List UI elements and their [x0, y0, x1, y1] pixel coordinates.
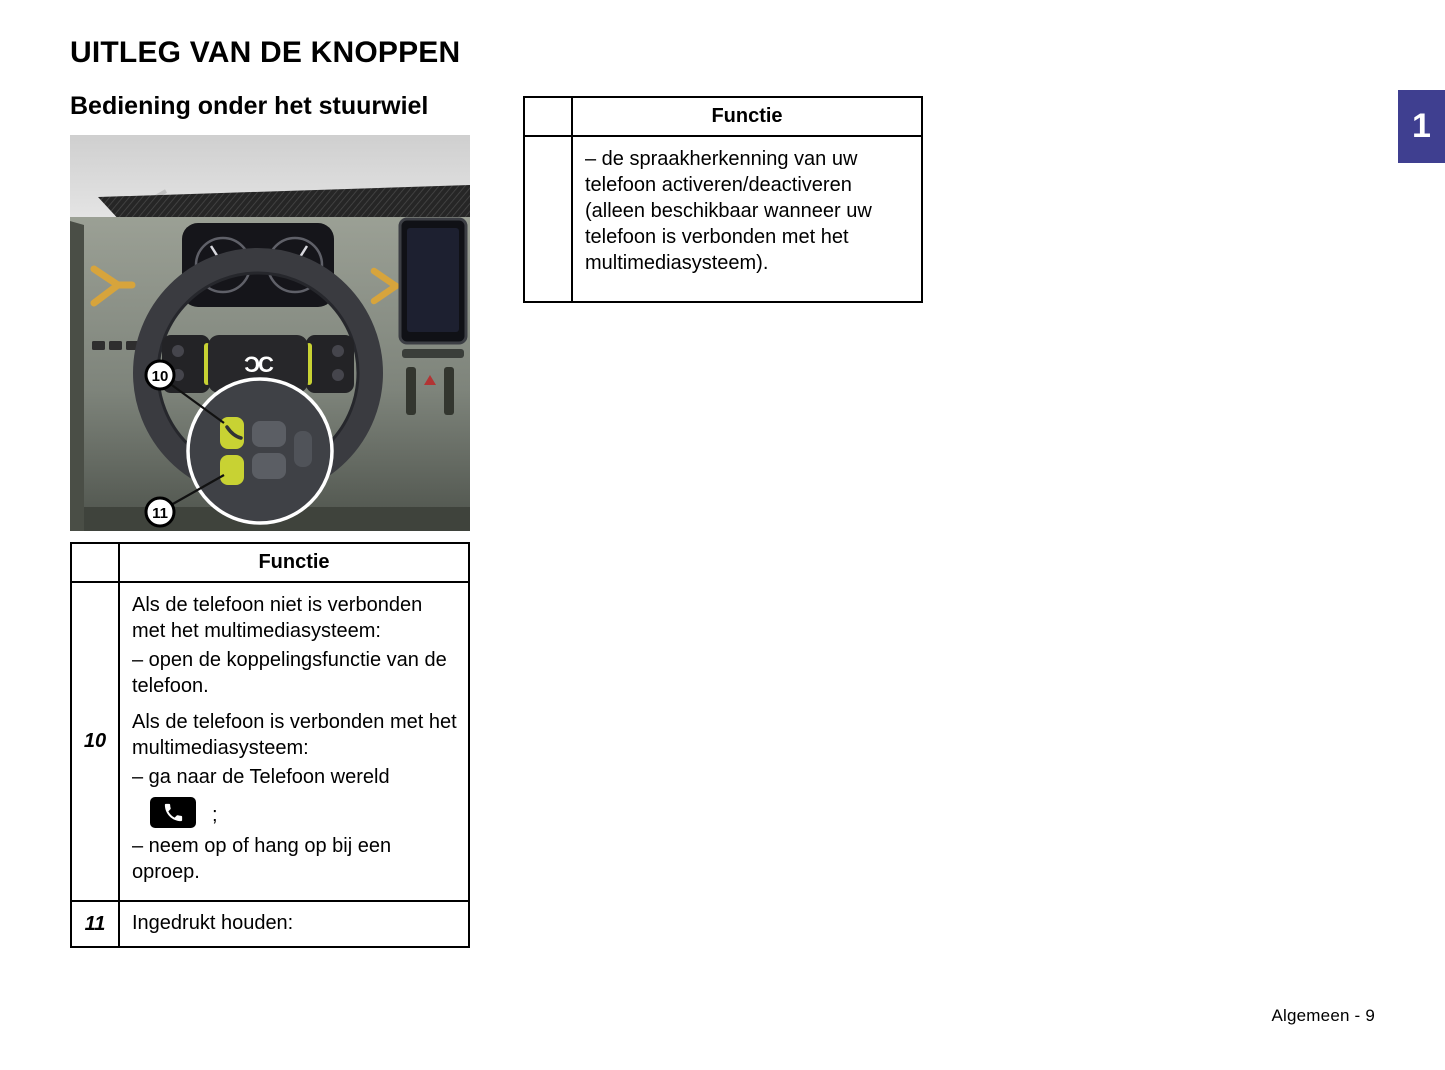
gray-button-top: [252, 421, 286, 447]
dashboard-illustration: [70, 135, 470, 531]
page-title: UITLEG VAN DE KNOPPEN: [70, 36, 461, 69]
touchscreen: [400, 219, 466, 358]
voice-recognition-text: – de spraakherkenning van uw telefoon activeren/deactiveren (alleen beschikbaar wanneer uw telefoon is verbonden met het multimediasysteem).: [585, 148, 872, 274]
row11-paragraph-1: Ingedrukt houden:: [132, 912, 294, 934]
ref-cell-empty: [524, 136, 572, 302]
row10-paragraph-6: – neem op of hang op bij een oproep.: [132, 835, 392, 883]
chapter-tab: 1: [1398, 90, 1445, 163]
callout-10-label: 10: [151, 368, 169, 385]
ref-column-header: [71, 543, 119, 582]
function-column-header: Functie: [119, 543, 469, 582]
right-control-pod: [306, 335, 354, 393]
row10-paragraph-2: – open de koppelingsfunctie van de telefoon.: [132, 649, 447, 697]
light-switch-bank: [92, 341, 139, 350]
phone-world-line: [150, 797, 458, 828]
table-row-10: [71, 582, 469, 901]
volume-rocker: [294, 431, 312, 467]
row10-paragraph-4: – ga naar de Telefoon wereld: [132, 766, 390, 788]
function-column-header: Functie: [572, 97, 922, 136]
row10-paragraph-1: Als de telefoon niet is verbonden met het multimediasysteem:: [132, 594, 423, 642]
voice-recognition-table: [523, 96, 923, 303]
function-cell: [572, 136, 922, 302]
function-cell-10: [119, 582, 469, 901]
section-subtitle: Bediening onder het stuurwiel: [70, 92, 429, 120]
button-function-table: [70, 542, 470, 948]
gray-button-bottom: [252, 453, 286, 479]
ref-column-header: [524, 97, 572, 136]
door-panel: [70, 221, 84, 531]
table-row-11: [71, 901, 469, 947]
semicolon: ;: [212, 804, 218, 826]
table-header-row: [71, 543, 469, 582]
page-footer: Algemeen - 9: [1271, 1006, 1375, 1025]
ref-cell-11: 11: [71, 901, 119, 947]
voice-button-highlight: [220, 455, 244, 485]
brand-logo: ƆC: [244, 352, 272, 377]
callout-11-label: 11: [152, 505, 168, 522]
magnifier-detail: [188, 379, 332, 523]
table-header-row: [524, 97, 922, 136]
ref-cell-10: 10: [71, 582, 119, 901]
row10-paragraph-3: Als de telefoon is verbonden met het multimediasysteem:: [132, 711, 457, 759]
phone-world-icon: [150, 797, 196, 828]
function-cell-11: [119, 901, 469, 947]
table-row: [524, 136, 922, 302]
